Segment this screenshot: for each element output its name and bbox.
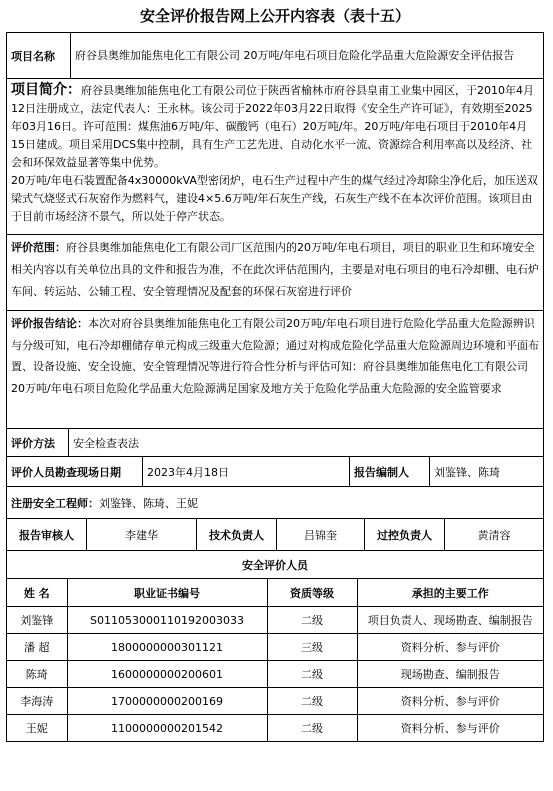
staff-table — [7, 578, 543, 741]
project-intro-label: 项目简介： — [11, 82, 81, 98]
page-title: 安全评价报告网上公开内容表（表十五） — [139, 7, 410, 25]
project-intro-row — [7, 78, 543, 234]
project-name-label: 项目名称 — [7, 33, 71, 78]
staff-duty: 资料分析、参与评价 — [357, 688, 543, 715]
staff-name: 陈琦 — [7, 661, 67, 688]
header-cert-no: 职业证书编号 — [67, 579, 267, 607]
staff-heading: 安全评价人员 — [242, 558, 308, 572]
conclusion-text: 本次对府谷县奥维加能焦电化工有限公司20万吨/年电石项目进行危险化学品重大危险源辨识与分级可知，电石冷却棚储存单元构成三级重大危险源；通过对构成危险化学品重大危险源周边环境和平面布置、设备设施、安全设施、安全管理情况等进行符合性分析与评估可知：府谷县奥维加能焦电化工有限公司20万吨/年电石项目危险化学品重大危险源满足国家及地方关于危险化学品重大危险源的安全监管要求 — [11, 317, 539, 395]
reviewer-value: 李建华 — [87, 519, 197, 550]
staff-level: 三级 — [267, 634, 357, 661]
staff-level: 二级 — [267, 607, 357, 634]
table-row — [7, 661, 543, 688]
staff-duty: 项目负责人、现场勘查、编制报告 — [357, 607, 543, 634]
staff-cert-no: 1800000000301121 — [67, 634, 267, 661]
header-name: 姓 名 — [7, 579, 67, 607]
staff-level: 二级 — [267, 688, 357, 715]
tech-lead-value: 吕锦奎 — [277, 519, 365, 550]
header-level: 资质等级 — [267, 579, 357, 607]
staff-level: 二级 — [267, 661, 357, 688]
site-visit-row — [7, 456, 543, 486]
engineers-row — [7, 486, 543, 518]
staff-cert-no: 1600000000200601 — [67, 661, 267, 688]
method-label: 评价方法 — [7, 429, 69, 456]
project-intro-text-2: 20万吨/年电石装置配备4x30000kVA型密闭炉，电石生产过程中产生的煤气经过冷却除尘净化后，加压送双梁式气烧竖式石灰窑作为燃料气，建设4×5.6万吨/年石灰生产线，石灰生产线不在本次评价范围。该项目由于目前市场经济不景气，所以处于停产状态。 — [11, 174, 538, 223]
method-row — [7, 428, 543, 456]
staff-level: 二级 — [267, 715, 357, 742]
compiler-value: 刘鉴锋、陈琦 — [434, 465, 500, 479]
engineers-label: 注册安全工程师： — [11, 496, 99, 510]
staff-cert-no: S011053000110192003033 — [67, 607, 267, 634]
method-value: 安全检查表法 — [73, 436, 139, 450]
header-duty: 承担的主要工作 — [357, 579, 543, 607]
staff-name: 王妮 — [7, 715, 67, 742]
tech-lead-label: 技术负责人 — [197, 519, 277, 550]
conclusion-row — [7, 310, 543, 428]
table-row — [7, 688, 543, 715]
table-row — [7, 607, 543, 634]
staff-duty: 资料分析、参与评价 — [357, 715, 543, 742]
staff-cert-no: 1700000000200169 — [67, 688, 267, 715]
table-row — [7, 715, 543, 742]
reviewers-row — [7, 518, 543, 550]
project-name-value: 府谷县奥维加能焦电化工有限公司 20万吨/年电石项目危险化学品重大危险源安全评估报告 — [75, 49, 515, 62]
conclusion-label: 评价报告结论： — [11, 317, 88, 330]
engineers-value: 刘鉴锋、陈琦、王妮 — [99, 496, 198, 510]
staff-header-row — [7, 579, 543, 607]
scope-label: 评价范围： — [11, 241, 66, 254]
scope-row — [7, 234, 543, 310]
project-name-row — [7, 33, 543, 78]
process-lead-value: 黄清容 — [477, 528, 511, 542]
staff-heading-row — [7, 550, 543, 578]
reviewer-label: 报告审核人 — [7, 519, 87, 550]
staff-name: 潘 超 — [7, 634, 67, 661]
staff-duty: 现场勘查、编制报告 — [357, 661, 543, 688]
scope-text: 府谷县奥维加能焦电化工有限公司厂区范围内的20万吨/年电石项目，项目的职业卫生和环境安全相关内容以有关单位出具的文件和报告为准，不在此次评估范围内，主要是对电石项目的电石冷却棚、电石炉车间、转运站、公辅工程、安全管理情况及配套的环保石灰窑进行评价 — [11, 241, 539, 298]
table-row — [7, 634, 543, 661]
site-visit-date-label: 评价人员勘查现场日期 — [7, 457, 143, 486]
process-lead-label: 过控负责人 — [365, 519, 445, 550]
compiler-label: 报告编制人 — [350, 457, 430, 486]
staff-name: 李海涛 — [7, 688, 67, 715]
staff-cert-no: 1100000000201542 — [67, 715, 267, 742]
site-visit-date-value: 2023年4月18日 — [143, 457, 350, 486]
project-intro-text: 府谷县奥维加能焦电化工有限公司位于陕西省榆林市府谷县皇甫工业集中园区，于2010年4月12日注册成立，法定代表人：王永林。该公司于2022年03月22日取得《安全生产许可证》，有效期至2025年03月16日。许可范围：煤焦油6万吨/年、碳酸钙（电石）20万吨/年。20万吨/年电石项目于2010年4月15日建成。项目采用DCS集中控制，具有生产工艺先进、自动化水平一流、资源综合利用率高以及经济、社会和环保效益显著等集中优势。 — [11, 84, 534, 169]
staff-name: 刘鉴锋 — [7, 607, 67, 634]
disclosure-page — [6, 0, 544, 742]
disclosure-table — [6, 32, 544, 742]
staff-duty: 资料分析、参与评价 — [357, 634, 543, 661]
